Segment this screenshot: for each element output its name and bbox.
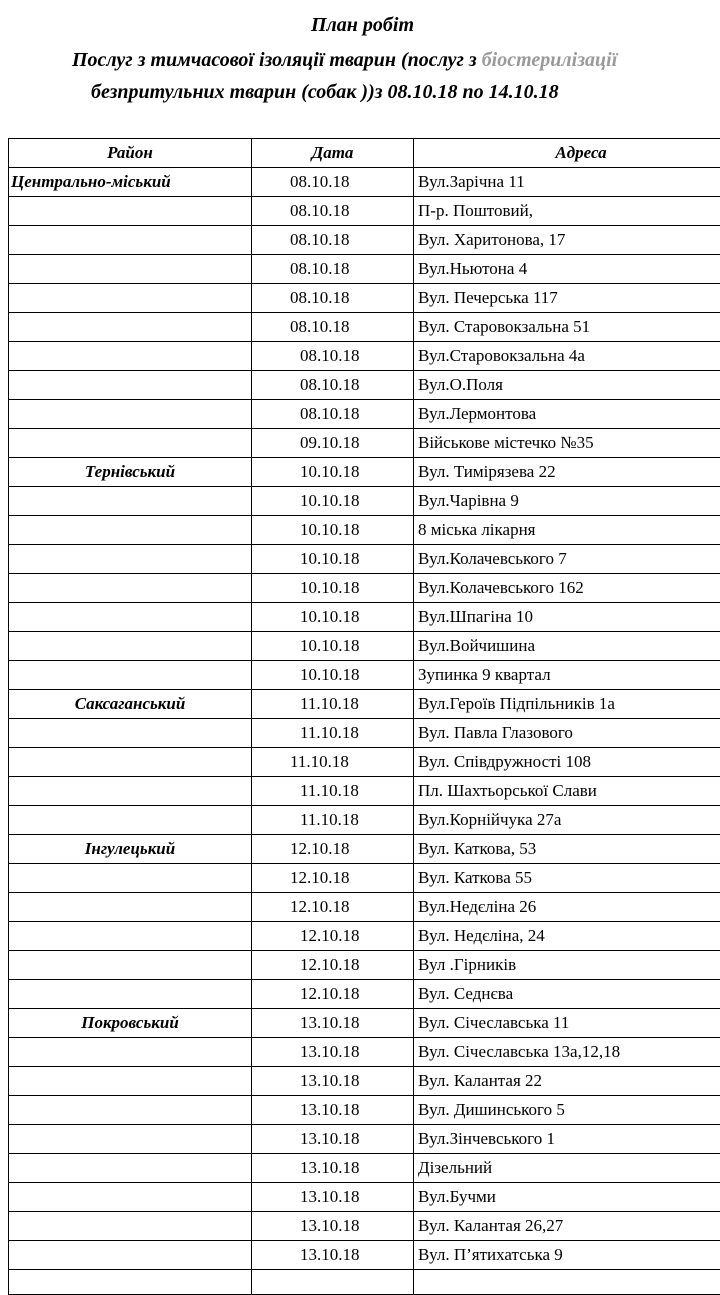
table-row xyxy=(9,864,720,893)
date-cell: 11.10.18 xyxy=(252,690,414,719)
address-cell: Вул.Войчишина xyxy=(414,632,720,661)
date-cell: 10.10.18 xyxy=(252,545,414,574)
address-cell: П-р. Поштовий, xyxy=(414,197,720,226)
district-cell xyxy=(9,1125,252,1154)
district-cell xyxy=(9,922,252,951)
district-cell: Тернівський xyxy=(9,458,252,487)
date-cell: 08.10.18 xyxy=(252,168,414,197)
table-row xyxy=(9,806,720,835)
date-cell: 13.10.18 xyxy=(252,1125,414,1154)
district-cell xyxy=(9,632,252,661)
table-row xyxy=(9,632,720,661)
table-row xyxy=(9,980,720,1009)
date-cell: 09.10.18 xyxy=(252,429,414,458)
column-header-date: Дата xyxy=(252,139,414,168)
district-cell xyxy=(9,806,252,835)
address-cell: Вул. Січеславська 13а,12,18 xyxy=(414,1038,720,1067)
table-row xyxy=(9,400,720,429)
district-cell xyxy=(9,574,252,603)
address-cell: Вул.Героїв Підпільників 1а xyxy=(414,690,720,719)
district-cell xyxy=(9,661,252,690)
table-row xyxy=(9,342,720,371)
date-cell: 10.10.18 xyxy=(252,487,414,516)
district-cell xyxy=(9,603,252,632)
district-cell xyxy=(9,545,252,574)
address-cell: Вул.Шпагіна 10 xyxy=(414,603,720,632)
district-cell xyxy=(9,1154,252,1183)
date-cell: 11.10.18 xyxy=(252,806,414,835)
date-cell: 13.10.18 xyxy=(252,1067,414,1096)
district-cell xyxy=(9,980,252,1009)
address-cell: Військове містечко №35 xyxy=(414,429,720,458)
table-row xyxy=(9,1183,720,1212)
district-cell: Покровський xyxy=(9,1009,252,1038)
date-cell: 12.10.18 xyxy=(252,980,414,1009)
table-row xyxy=(9,1067,720,1096)
table-row xyxy=(9,168,720,197)
district-cell xyxy=(9,1096,252,1125)
date-cell: 13.10.18 xyxy=(252,1096,414,1125)
date-cell: 08.10.18 xyxy=(252,284,414,313)
address-cell: Пл. Шахтьорської Слави xyxy=(414,777,720,806)
address-cell: 8 міська лікарня xyxy=(414,516,720,545)
table-row xyxy=(9,429,720,458)
document-subtitle-line-1 xyxy=(72,46,720,74)
table-row xyxy=(9,1096,720,1125)
date-cell: 08.10.18 xyxy=(252,371,414,400)
address-cell: Вул. Павла Глазового xyxy=(414,719,720,748)
schedule-table xyxy=(8,138,720,1295)
table-row xyxy=(9,777,720,806)
district-cell xyxy=(9,429,252,458)
district-cell xyxy=(9,864,252,893)
district-cell xyxy=(9,255,252,284)
table-row xyxy=(9,371,720,400)
table-row xyxy=(9,516,720,545)
table-row xyxy=(9,284,720,313)
subtitle-faded-text: біостерилізації xyxy=(482,49,618,71)
address-cell: Вул. Співдружності 108 xyxy=(414,748,720,777)
address-cell: Вул. Дишинського 5 xyxy=(414,1096,720,1125)
table-row xyxy=(9,1038,720,1067)
date-cell: 08.10.18 xyxy=(252,313,414,342)
table-row xyxy=(9,458,720,487)
table-row xyxy=(9,661,720,690)
address-cell: Вул.Чарівна 9 xyxy=(414,487,720,516)
table-row xyxy=(9,1154,720,1183)
district-cell xyxy=(9,400,252,429)
district-cell xyxy=(9,371,252,400)
date-cell: 08.10.18 xyxy=(252,255,414,284)
address-cell: Вул .Гірників xyxy=(414,951,720,980)
date-cell: 13.10.18 xyxy=(252,1241,414,1270)
address-cell: Вул. Каткова, 53 xyxy=(414,835,720,864)
address-cell: Вул.Ньютона 4 xyxy=(414,255,720,284)
district-cell xyxy=(9,226,252,255)
table-row xyxy=(9,197,720,226)
date-cell: 11.10.18 xyxy=(252,748,414,777)
table-row xyxy=(9,226,720,255)
district-cell xyxy=(9,284,252,313)
address-cell: Вул.Старовокзальна 4а xyxy=(414,342,720,371)
table-body xyxy=(9,168,720,1295)
address-cell: Вул. Седнєва xyxy=(414,980,720,1009)
district-cell xyxy=(9,748,252,777)
district-cell xyxy=(9,777,252,806)
table-row xyxy=(9,1212,720,1241)
date-cell: 12.10.18 xyxy=(252,864,414,893)
address-cell: Вул. Старовокзальна 51 xyxy=(414,313,720,342)
table-row xyxy=(9,1125,720,1154)
date-cell: 12.10.18 xyxy=(252,835,414,864)
address-cell: Вул.Колачевського 162 xyxy=(414,574,720,603)
district-cell xyxy=(9,516,252,545)
document-title: План робіт xyxy=(5,11,720,39)
table-row xyxy=(9,748,720,777)
date-cell: 10.10.18 xyxy=(252,516,414,545)
district-cell: Саксаганський xyxy=(9,690,252,719)
date-cell: 08.10.18 xyxy=(252,226,414,255)
address-cell: Дізельний xyxy=(414,1154,720,1183)
district-cell xyxy=(9,951,252,980)
district-cell xyxy=(9,1038,252,1067)
address-cell: Вул. Тимірязева 22 xyxy=(414,458,720,487)
district-cell xyxy=(9,1270,252,1295)
district-cell xyxy=(9,1067,252,1096)
table-row xyxy=(9,545,720,574)
date-cell: 10.10.18 xyxy=(252,603,414,632)
address-cell: Вул. Недєліна, 24 xyxy=(414,922,720,951)
address-cell: Вул.Недєліна 26 xyxy=(414,893,720,922)
date-cell: 10.10.18 xyxy=(252,661,414,690)
district-cell xyxy=(9,197,252,226)
date-cell: 12.10.18 xyxy=(252,951,414,980)
address-cell: Вул. Харитонова, 17 xyxy=(414,226,720,255)
district-cell xyxy=(9,487,252,516)
address-cell: Вул.Колачевського 7 xyxy=(414,545,720,574)
district-cell xyxy=(9,893,252,922)
address-cell: Вул.Лермонтова xyxy=(414,400,720,429)
date-cell: 11.10.18 xyxy=(252,777,414,806)
table-row xyxy=(9,574,720,603)
address-cell: Вул.Зарічна 11 xyxy=(414,168,720,197)
date-cell: 12.10.18 xyxy=(252,922,414,951)
district-cell: Інгулецький xyxy=(9,835,252,864)
table-row xyxy=(9,603,720,632)
date-cell xyxy=(252,1270,414,1295)
district-cell xyxy=(9,313,252,342)
date-cell: 13.10.18 xyxy=(252,1038,414,1067)
column-header-district: Район xyxy=(9,139,252,168)
table-row xyxy=(9,893,720,922)
table-row xyxy=(9,1241,720,1270)
column-header-address: Адреса xyxy=(414,139,720,168)
document-subtitle-line-2: безпритульних тварин (собак ))з 08.10.18 по 14.10.18 xyxy=(91,78,720,106)
date-cell: 13.10.18 xyxy=(252,1009,414,1038)
district-cell xyxy=(9,719,252,748)
address-cell: Вул. Калантая 26,27 xyxy=(414,1212,720,1241)
address-cell: Вул.О.Поля xyxy=(414,371,720,400)
date-cell: 13.10.18 xyxy=(252,1212,414,1241)
district-cell: Центрально-міський xyxy=(9,168,252,197)
table-row xyxy=(9,1009,720,1038)
address-cell: Вул.Бучми xyxy=(414,1183,720,1212)
date-cell: 13.10.18 xyxy=(252,1183,414,1212)
date-cell: 08.10.18 xyxy=(252,197,414,226)
district-cell xyxy=(9,342,252,371)
table-row xyxy=(9,313,720,342)
table-row xyxy=(9,951,720,980)
table-row xyxy=(9,719,720,748)
table-row xyxy=(9,255,720,284)
table-row xyxy=(9,835,720,864)
address-cell: Вул.Корнійчука 27а xyxy=(414,806,720,835)
date-cell: 10.10.18 xyxy=(252,632,414,661)
address-cell: Вул. Січеславська 11 xyxy=(414,1009,720,1038)
address-cell: Зупинка 9 квартал xyxy=(414,661,720,690)
address-cell: Вул. Печерська 117 xyxy=(414,284,720,313)
date-cell: 12.10.18 xyxy=(252,893,414,922)
date-cell: 13.10.18 xyxy=(252,1154,414,1183)
date-cell: 08.10.18 xyxy=(252,342,414,371)
date-cell: 10.10.18 xyxy=(252,458,414,487)
table-row xyxy=(9,487,720,516)
district-cell xyxy=(9,1241,252,1270)
date-cell: 08.10.18 xyxy=(252,400,414,429)
address-cell xyxy=(414,1270,720,1295)
date-cell: 10.10.18 xyxy=(252,574,414,603)
subtitle-text: Послуг з тимчасової ізоляції тварин (послуг з xyxy=(72,49,482,71)
address-cell: Вул. Каткова 55 xyxy=(414,864,720,893)
table-header-row xyxy=(9,139,720,168)
date-cell: 11.10.18 xyxy=(252,719,414,748)
district-cell xyxy=(9,1212,252,1241)
address-cell: Вул. Калантая 22 xyxy=(414,1067,720,1096)
table-row xyxy=(9,922,720,951)
address-cell: Вул.Зінчевського 1 xyxy=(414,1125,720,1154)
table-row xyxy=(9,690,720,719)
address-cell: Вул. П’ятихатська 9 xyxy=(414,1241,720,1270)
district-cell xyxy=(9,1183,252,1212)
table-row xyxy=(9,1270,720,1295)
